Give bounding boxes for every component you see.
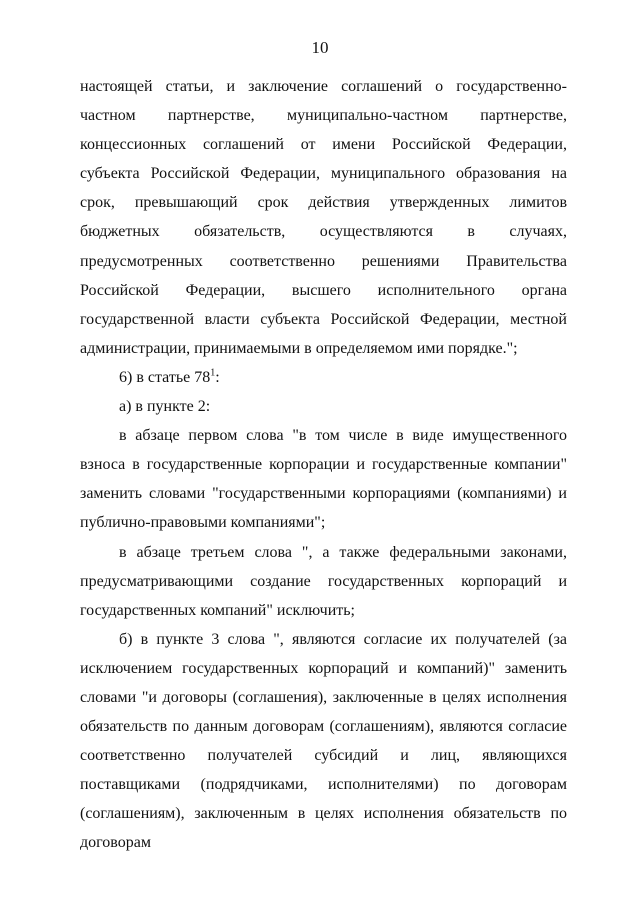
paragraph-point-2: а) в пункте 2: bbox=[119, 398, 211, 416]
paragraph-third-abzac: в абзаце третьем слова ", а также федеральными законами, предусматривающими создание государственных корпораций и государственных компаний" исключить; bbox=[80, 543, 567, 619]
article-superscript: 1 bbox=[210, 367, 216, 379]
page-number: 10 bbox=[311, 38, 329, 57]
paragraph-first-abzac: в абзаце первом слова "в том числе в виде имущественного взноса в государственные корпорации и государственные компании" заменить словами "государственными корпорациями (компаниями) и публично-правовыми компаниями"; bbox=[80, 427, 567, 532]
paragraph-continuation: настоящей статьи, и заключение соглашений о государственно-частном партнерстве, муниципально-частном партнерстве, концессионных соглашений от имени Российской Федерации, субъекта Российской Федерации, муниципального образования на срок, превышающий срок действия утвержденных лимитов бюджетных обязательств, осуществляются в случаях, предусмотренных соответственно решениями Правительства Российской Федерации, высшего исполнительного органа государственной власти субъекта Российской Федерации, местной администрации, принимаемыми в определяемом ими порядке."; bbox=[80, 78, 567, 357]
paragraph-article-tail: : bbox=[215, 368, 220, 386]
paragraph-article-78-1 bbox=[80, 363, 567, 392]
document-body bbox=[80, 72, 567, 858]
paragraph-article-text: 6) в статье 78 bbox=[119, 368, 211, 386]
paragraph-point-3: б) в пункте 3 слова ", являются согласие их получателей (за исключением государственных корпораций и компаний)" заменить словами "и договоры (соглашения), заключенные в целях исполнения обязательств по данным договорам (соглашениям), являются согласие соответственно получателей субсидий и лиц, являющихся поставщиками (подрядчиками, исполнителями) по договорам (соглашениям), заключенным в целях исполнения обязательств по договорам bbox=[80, 630, 567, 852]
